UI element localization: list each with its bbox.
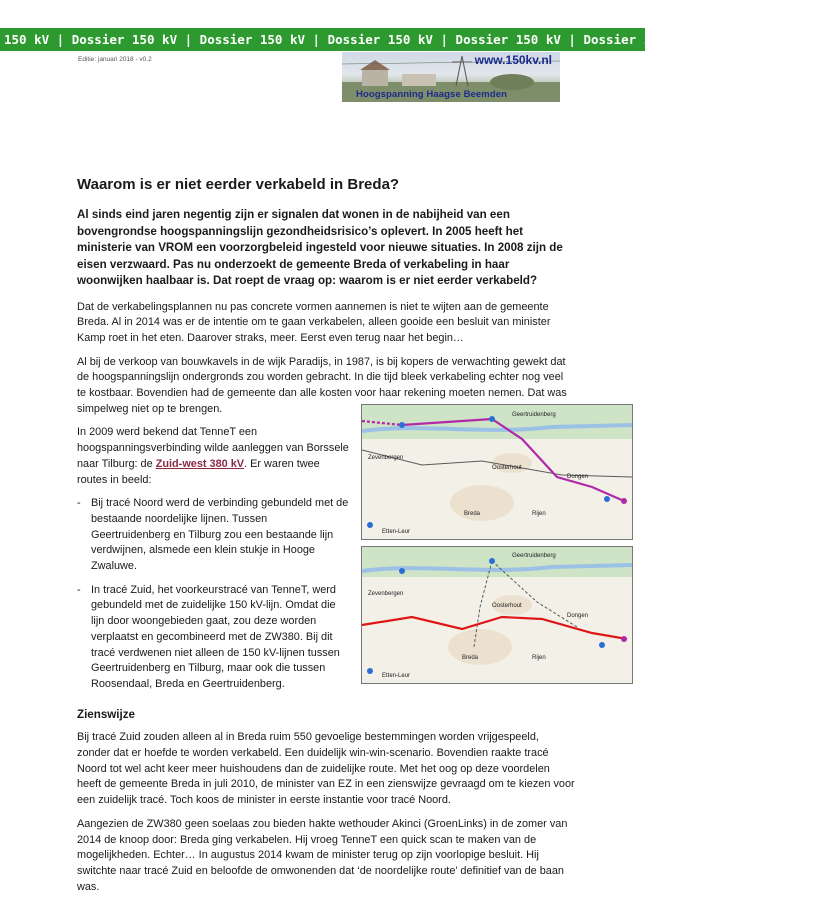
label-breda: Breda <box>464 511 481 517</box>
article-title: Waarom is er niet eerder verkabeld in Breda? <box>77 176 400 193</box>
label-etten-leur: Etten-Leur <box>382 673 411 679</box>
zuid-west-380-link[interactable]: Zuid-west 380 kV <box>155 457 245 470</box>
label-breda: Breda <box>462 655 479 661</box>
map-marker-icon <box>599 642 605 648</box>
label-rijen: Rijen <box>532 511 546 517</box>
logo-name: Hoogspanning Haagse Beemden <box>356 89 508 100</box>
label-zevenbergen: Zevenbergen <box>368 455 404 461</box>
label-oosterhout: Oosterhout <box>492 603 522 609</box>
map-marker-icon <box>604 496 610 502</box>
dossier-banner: 150 kV | Dossier 150 kV | Dossier 150 kV | Dossier 150 kV | Dossier 150 kV | Dossier 150 kV | Dossier 150 kV <box>0 28 645 51</box>
logo-url: www.150kv.nl <box>474 53 552 67</box>
article-lead: Al sinds eind jaren negentig zijn er signalen dat wonen in de nabijheid van een bovengrondse hoogspanningslijn gezondheidsrisico’s oplevert. In 2005 heeft het ministerie van VROM een voorzorgbeleid ingesteld voor nieuwe situaties. In 2008 zijn de eisen verzwaard. Pas nu onderzoekt de gemeente Breda of verkabeling in haar woonwijken haalbaar is. Dat roept de vraag op: waarom is er niet eerder verkabeld? <box>77 208 563 287</box>
site-logo[interactable] <box>342 52 560 102</box>
edition-label: Editie: januari 2018 - v0.2 <box>78 56 152 63</box>
label-dongen: Dongen <box>567 474 589 480</box>
label-zevenbergen: Zevenbergen <box>368 591 404 597</box>
map-marker-icon <box>399 568 405 574</box>
paragraph-4: Bij tracé Zuid zouden alleen al in Breda ruim 550 gevoelige bestemmingen worden vrijgespeeld, zonder dat er hoefde te worden verkabeld. Een duidelijk win-win-scenario. Bovendien raakte tracé Noord tot wel acht keer meer huishoudens dan de zuidelijke route. Met het oog op deze voordelen heeft de gemeente Breda in juli 2010, de minister van EZ in een zienswijze gevraagd om te kiezen voor een zuidelijk tracé. Toch koos de minister in eerste instantie voor tracé Noord. <box>77 731 575 807</box>
map-marker-icon <box>489 416 495 422</box>
paragraph-2: Al bij de verkoop van bouwkavels in de wijk Paradijs, in 1987, is bij kopers de verwachting gewekt dat de hoogspanningslijn ondergronds zou worden gebracht. In die tijd bleek verkabeling echter nog veel te kostbaar. Bovendien had de gemeente dan alle kosten voor haar rekening moeten nemen. Dat was simpelweg niet op te brengen. <box>77 355 567 415</box>
label-rijen: Rijen <box>532 655 546 661</box>
paragraph-3 <box>77 425 349 488</box>
map-south-route <box>361 546 633 684</box>
label-etten-leur: Etten-Leur <box>382 529 411 535</box>
paragraph-1: Dat de verkabelingsplannen nu pas concrete vormen aannemen is niet te wijten aan de gemeente Breda. Al in 2014 was er de intentie om te gaan verkabelen, alleen gooide een besluit van minister Kamp roet in het eten. Daarover straks, meer. Eerst even terug naar het begin… <box>77 300 551 344</box>
list-item: - Bij tracé Noord werd de verbinding gebundeld met de bestaande noordelijke lijnen. Tussen Geertruidenberg en Tilburg zou een bestaande lijn verdwijnen, alsmede een klein stukje in Hooge Zwaluwe. <box>77 496 349 575</box>
map-marker-icon <box>367 668 373 674</box>
map-marker-icon <box>399 422 405 428</box>
label-geertruidenberg: Geertruidenberg <box>512 553 556 559</box>
paragraph-3-tail: . Er waren twee routes in beeld: <box>77 457 320 486</box>
label-dongen: Dongen <box>567 613 589 619</box>
paragraph-5: Aangezien de ZW380 geen soelaas zou bieden hakte wethouder Akinci (GroenLinks) in de zomer van 2014 de knoop door: Breda ging verkabelen. Hij vroeg TenneT een quick scan te maken van de mogelijkheden. Echter… In augustus 2014 kwam de minister terug op zijn voorlopige besluit. Hij switchte naar tracé Zuid en beloofde de omwonenden dat ‘de noordelijke route’ definitief van de baan was. <box>77 817 568 893</box>
paragraph-3-text: In 2009 werd bekend dat TenneT een hoogspanningsverbinding wilde aanleggen van Borssele naar Tilburg: de <box>77 426 349 470</box>
label-oosterhout: Oosterhout <box>492 465 522 471</box>
map-marker-icon <box>489 558 495 564</box>
label-geertruidenberg: Geertruidenberg <box>512 412 556 418</box>
route-list <box>77 496 349 692</box>
subheading-zienswijze: Zienswijze <box>77 707 135 721</box>
map-north-route <box>361 404 633 540</box>
map-marker-icon <box>367 522 373 528</box>
list-item: - In tracé Zuid, het voorkeurstracé van TenneT, werd gebundeld met de zuidelijke 150 kV-lijn. Omdat die lijn door woongebieden gaat, zou deze worden verplaatst en gecombineerd met de ZW380. Bij dit tracé verdwenen niet alleen de 150 kV-lijnen tussen Geertruidenberg en Tilburg, maar ook die tussen Roosendaal, Breda en Geertruidenberg. <box>77 583 349 693</box>
